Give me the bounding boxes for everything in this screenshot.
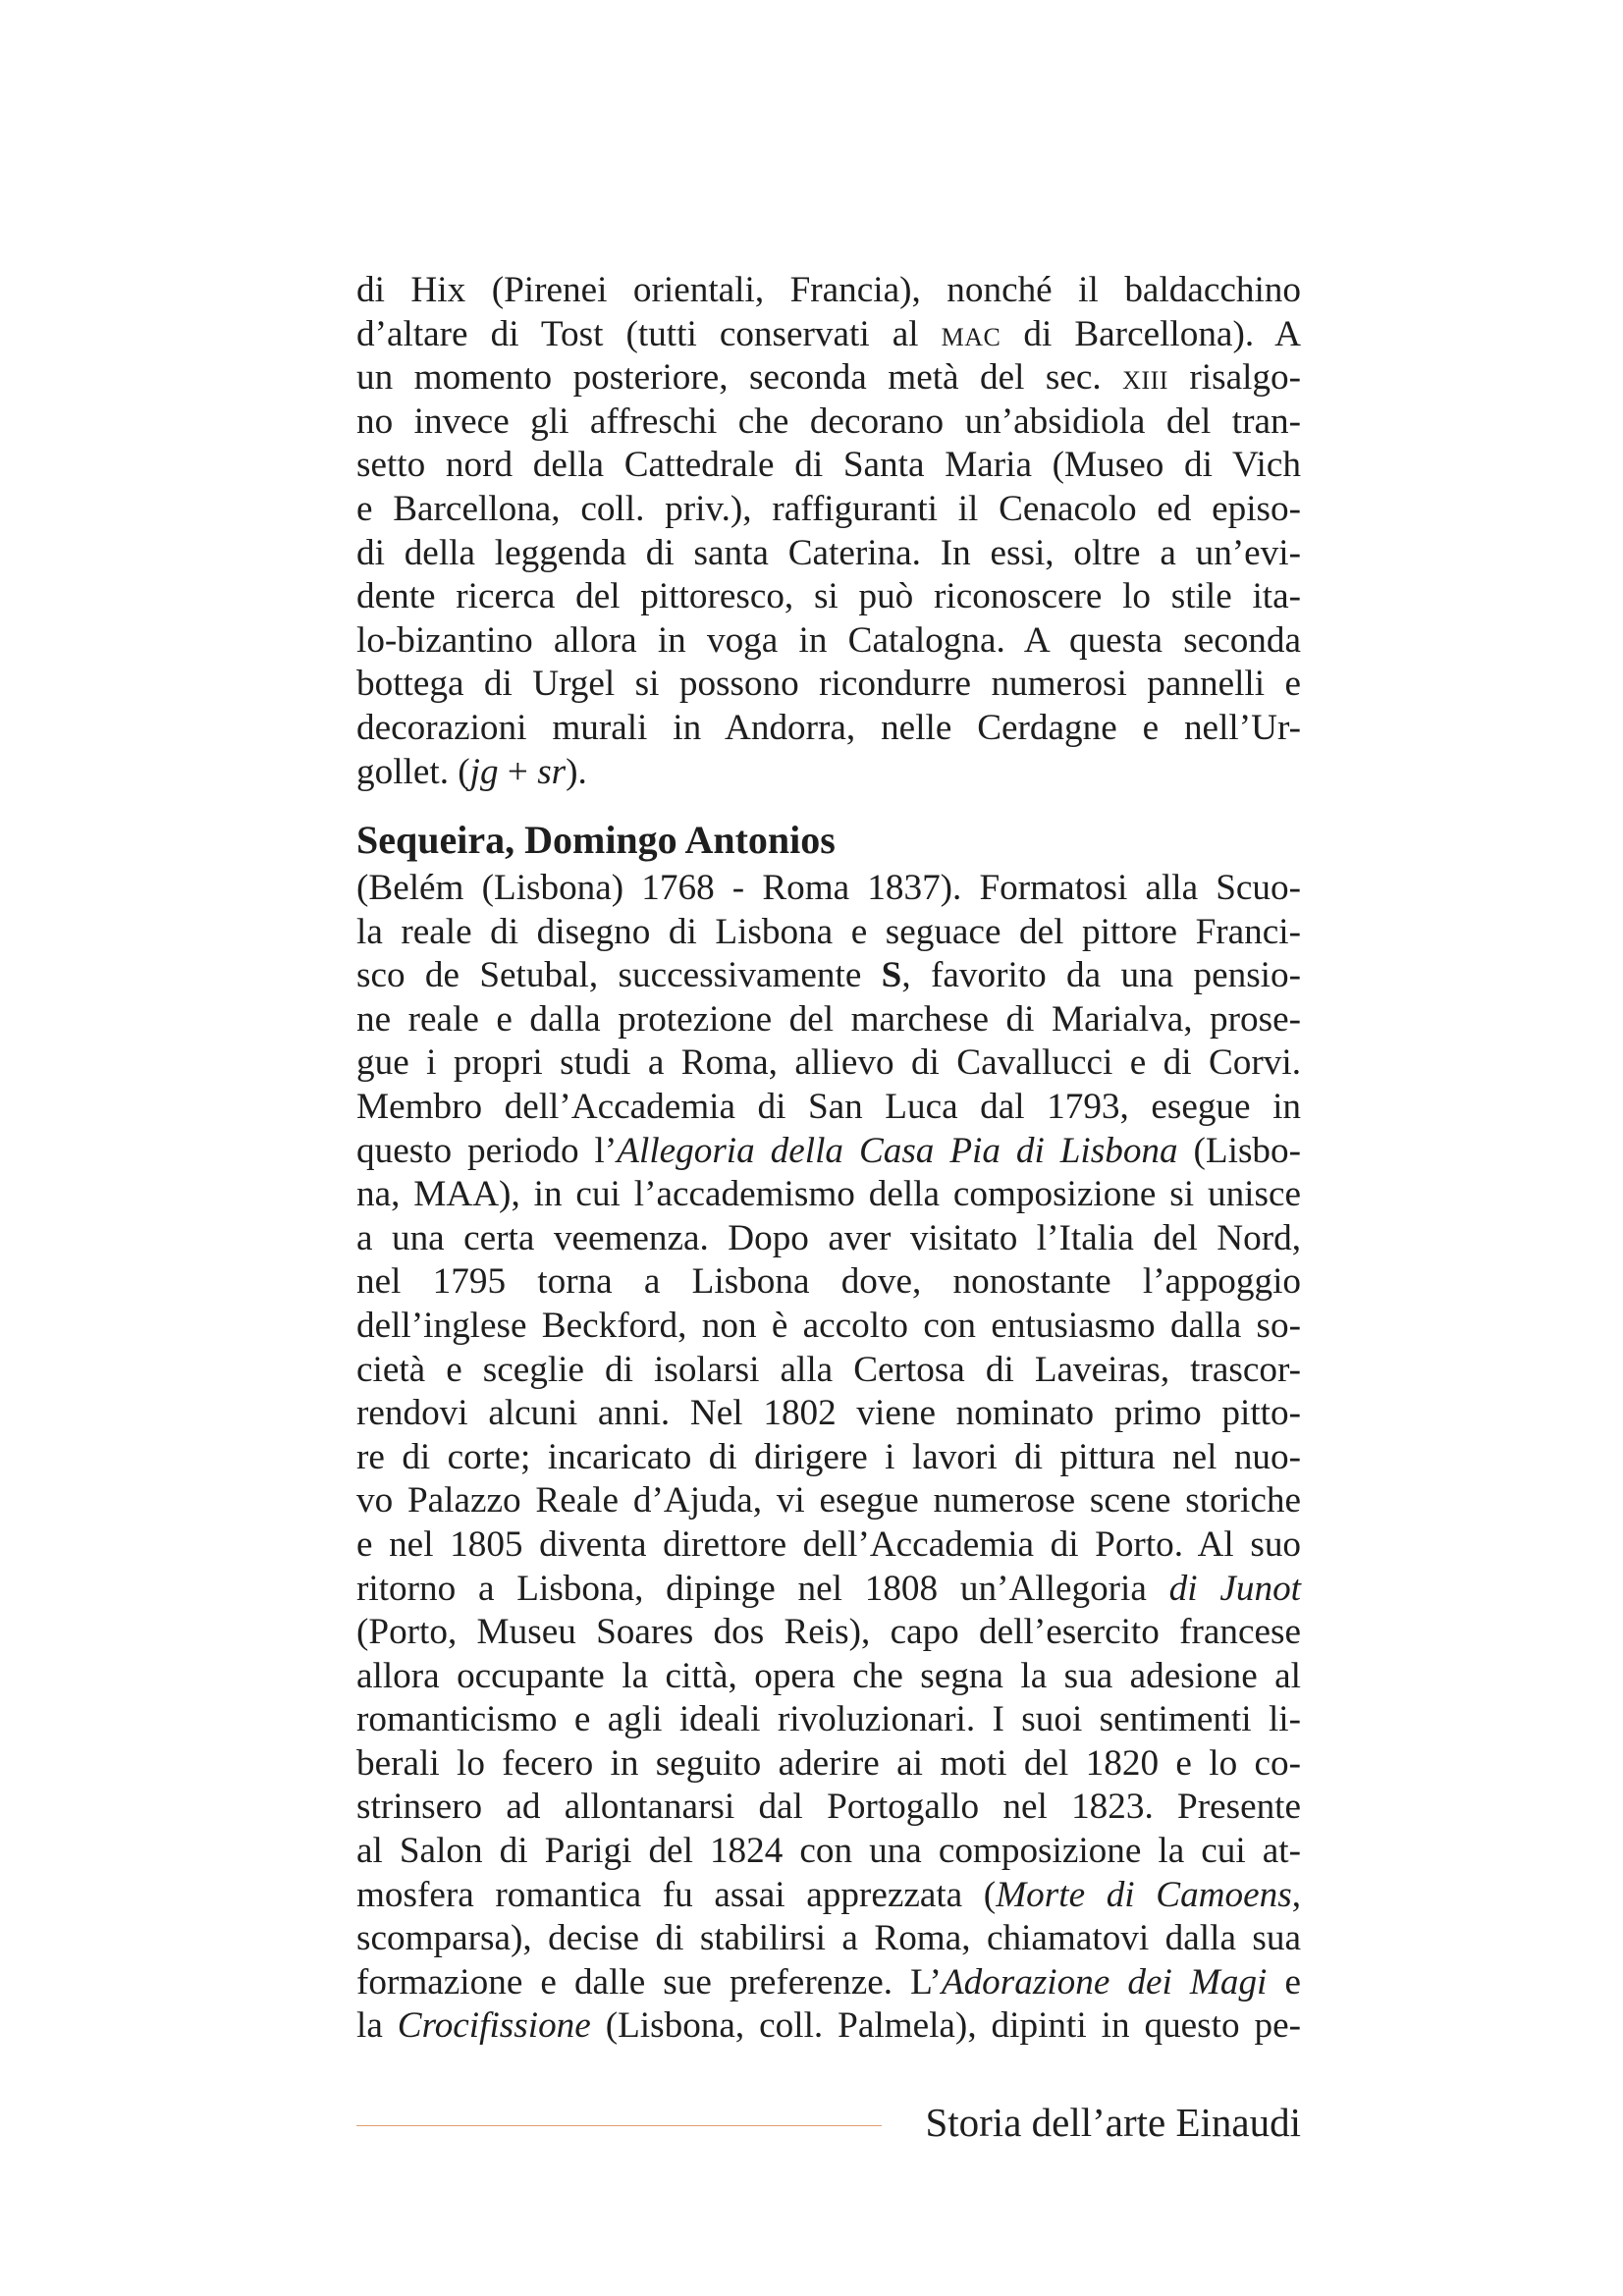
text-line: allora occupante la città, opera che segna la sua adesione al (356, 1655, 1301, 1696)
text-line: e Barcellona, coll. priv.), raffiguranti il Cenacolo ed episo- (356, 488, 1301, 529)
text-line: setto nord della Cattedrale di Santa Maria (Museo di Vich (356, 445, 1301, 486)
text-line: scomparsa), decise di stabilirsi a Roma, chiamatovi dalla sua (356, 1918, 1301, 1959)
text-line: ritorno a Lisbona, dipinge nel 1808 un’Allegoria di Junot (356, 1568, 1301, 1609)
entry-heading: Sequeira, Domingo Antonios (356, 818, 836, 862)
paragraph-1 (356, 269, 1301, 794)
text-line: nel 1795 torna a Lisbona dove, nonostante l’appoggio (356, 1261, 1301, 1303)
text-line: mosfera romantica fu assai apprezzata (Morte di Camoens, (356, 1874, 1301, 1915)
text-line: di della leggenda di santa Caterina. In essi, oltre a un’evi- (356, 532, 1301, 573)
text-line: strinsero ad allontanarsi dal Portogallo nel 1823. Presente (356, 1787, 1302, 1828)
text-line: (Belém (Lisbona) 1768 - Roma 1837). Formatosi alla Scuo- (356, 868, 1302, 908)
text-line: romanticismo e agli ideali rivoluzionari. I suoi sentimenti li- (356, 1699, 1301, 1740)
text-line: e nel 1805 diventa direttore dell’Accademia di Porto. Al suo (356, 1523, 1302, 1565)
text-line: un momento posteriore, seconda metà del sec. xiii risalgo- (356, 357, 1301, 399)
text-line: ne reale e dalla protezione del marchese di Marialva, prose- (356, 998, 1301, 1040)
paragraph-2 (356, 867, 1301, 2049)
footer-rule (356, 2125, 882, 2126)
text-line: la reale di disegno di Lisbona e seguace del pittore Franci- (356, 911, 1301, 952)
text-line: a una certa veemenza. Dopo aver visitato l’Italia del Nord, (356, 1217, 1301, 1258)
text-line: dell’inglese Beckford, non è accolto con entusiasmo dalla so- (356, 1305, 1301, 1346)
text-line: dente ricerca del pittoresco, si può riconoscere lo stile ita- (356, 576, 1301, 617)
text-line: na, MAA), in cui l’accademismo della composizione si unisce (356, 1174, 1301, 1215)
text-line: decorazioni murali in Andorra, nelle Cerdagne e nell’Ur- (356, 707, 1301, 748)
text-line: vo Palazzo Reale d’Ajuda, vi esegue numerose scene storiche (356, 1480, 1301, 1522)
text-line: al Salon di Parigi del 1824 con una composizione la cui at- (356, 1831, 1301, 1872)
footer-title: Storia dell’arte Einaudi (925, 2100, 1301, 2145)
text-line: no invece gli affreschi che decorano un’absidiola del tran- (356, 400, 1301, 442)
text-line: (Porto, Museu Soares dos Reis), capo dell’esercito francese (356, 1612, 1301, 1653)
text-line: bottega di Urgel si possono ricondurre numerosi pannelli e (356, 664, 1301, 705)
text-line: questo periodo l’Allegoria della Casa Pia di Lisbona (Lisbo- (356, 1130, 1302, 1171)
text-line: formazione e dalle sue preferenze. L’Adorazione dei Magi e (356, 1961, 1301, 2002)
text-line: rendovi alcuni anni. Nel 1802 viene nominato primo pitto- (356, 1393, 1301, 1434)
text-line: di Hix (Pirenei orientali, Francia), nonché il baldacchino (356, 270, 1301, 310)
text-line: berali lo fecero in seguito aderire ai moti del 1820 e lo co- (356, 1742, 1302, 1784)
text-line: gue i propri studi a Roma, allievo di Cavallucci e di Corvi. (356, 1042, 1301, 1084)
text-line: la Crocifissione (Lisbona, coll. Palmela), dipinti in questo pe- (356, 2005, 1302, 2047)
text-line-last: gollet. (jg + sr). (356, 751, 587, 792)
text-line: sco de Setubal, successivamente S, favorito da una pensio- (356, 955, 1301, 996)
text-line: re di corte; incaricato di dirigere i lavori di pittura nel nuo- (356, 1436, 1301, 1477)
text-line: d’altare di Tost (tutti conservati al mac di Barcellona). A (356, 313, 1301, 354)
text-line: Membro dell’Accademia di San Luca dal 1793, esegue in (356, 1086, 1301, 1127)
text-line: cietà e sceglie di isolarsi alla Certosa di Laveiras, trascor- (356, 1349, 1301, 1390)
text-line: lo-bizantino allora in voga in Catalogna. A questa seconda (356, 619, 1301, 661)
